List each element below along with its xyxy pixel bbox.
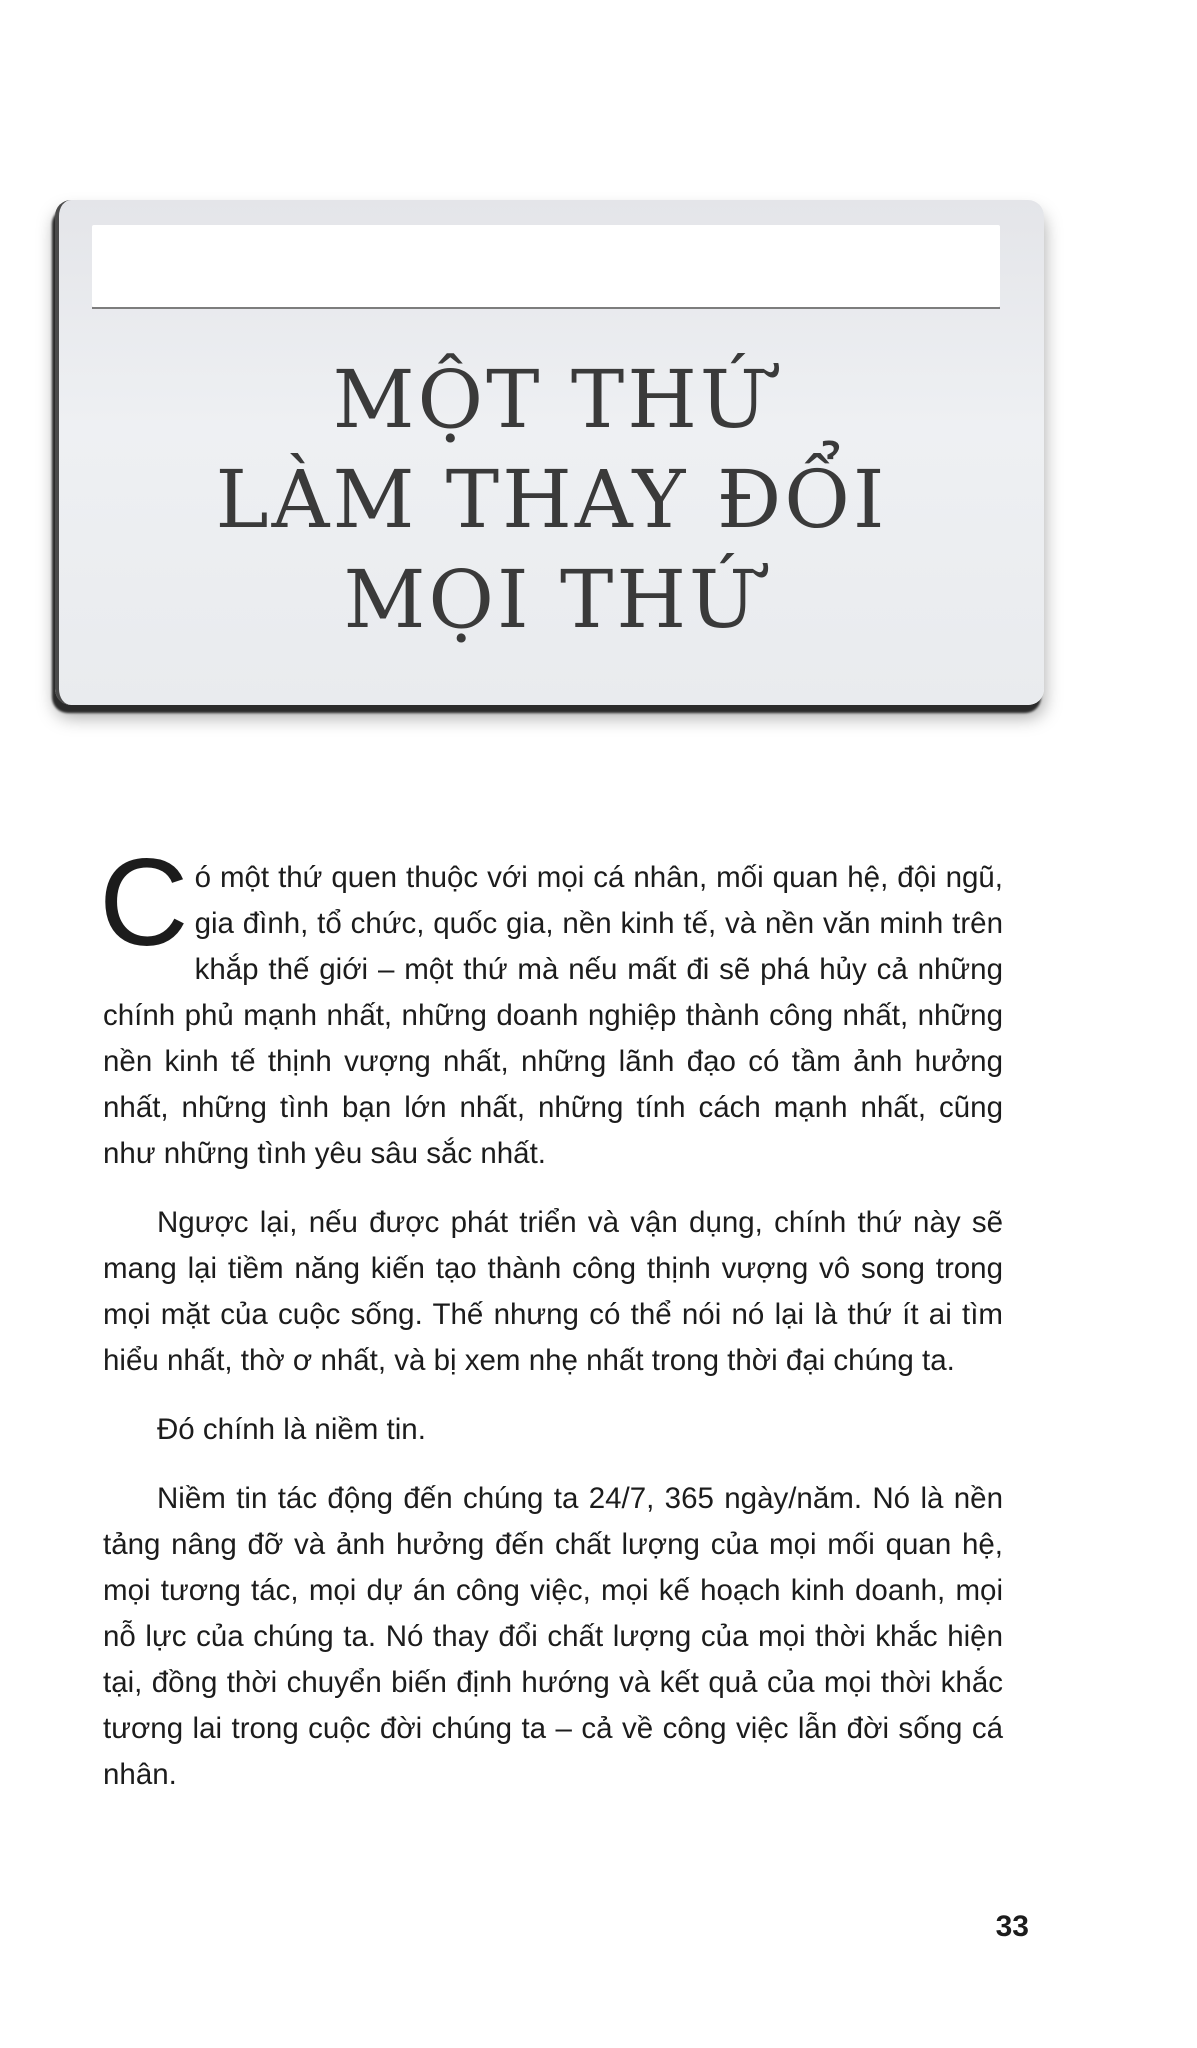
paragraph-1-text: ó một thứ quen thuộc với mọi cá nhân, mối quan hệ, đội ngũ, gia đình, tổ chức, quốc gia, nền kinh tế, và nền văn minh trên khắp thế giới – một thứ mà nếu mất đi sẽ phá hủy cả những chính phủ mạnh nhất, những doanh nghiệp thành công nhất, những nền kinh tế thịnh vượng nhất, những lãnh đạo có tầm ảnh hưởng nhất, những tình bạn lớn nhất, những tính cách mạnh nhất, cũng như những tình yêu sâu sắc nhất.: [103, 861, 1003, 1170]
chapter-title: [59, 350, 1044, 650]
paragraph-4: Niềm tin tác động đến chúng ta 24/7, 365 ngày/năm. Nó là nền tảng nâng đỡ và ảnh hưởng đến chất lượng của mọi mối quan hệ, mọi tương tác, mọi dự án công việc, mọi kế hoạch kinh doanh, mọi nỗ lực của chúng ta. Nó thay đổi chất lượng của mọi thời khắc hiện tại, đồng thời chuyển biến định hướng và kết quả của mọi thời khắc tương lai trong cuộc đời chúng ta – cả về công việc lẫn đời sống cá nhân.: [103, 1482, 1003, 1791]
drop-cap: C: [99, 834, 189, 972]
title-plate-divider: [92, 307, 1000, 309]
title-plate-highlight-strip: [92, 225, 1000, 307]
paragraph-1: [99, 834, 1003, 1177]
paragraph-2: Ngược lại, nếu được phát triển và vận dụng, chính thứ này sẽ mang lại tiềm năng kiến tạo thành công thịnh vượng vô song trong mọi mặt của cuộc sống. Thế nhưng có thể nói nó lại là thứ ít ai tìm hiểu nhất, thờ ơ nhất, và bị xem nhẹ nhất trong thời đại chúng ta.: [103, 1206, 1003, 1377]
paragraph-3: Đó chính là niềm tin.: [157, 1413, 426, 1446]
body-text: [99, 834, 1003, 1821]
page-number: 33: [995, 1910, 1029, 1943]
chapter-title-line-3: MỌI THỨ: [343, 553, 760, 646]
chapter-title-line-1: MỘT THỨ: [332, 353, 771, 446]
chapter-title-line-2: LÀM THAY ĐỔI: [215, 453, 888, 546]
chapter-title-plate: [55, 200, 1044, 705]
